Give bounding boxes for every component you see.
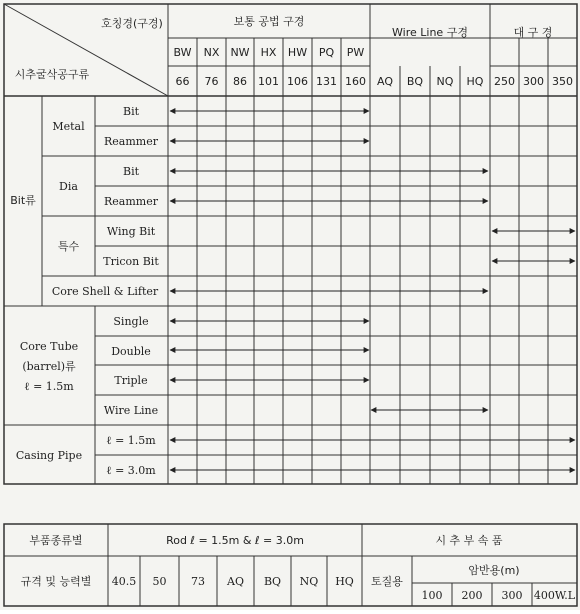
range-arrows bbox=[170, 111, 575, 470]
size-250: 250 bbox=[494, 75, 515, 88]
item-wing-bit: Wing Bit bbox=[106, 225, 156, 238]
rod-value-bq: BQ bbox=[263, 575, 282, 588]
size-aq: AQ bbox=[377, 75, 393, 88]
code-pw: PW bbox=[346, 46, 365, 59]
size-300: 300 bbox=[523, 75, 544, 88]
size-bq: BQ bbox=[406, 75, 424, 88]
item-casing-1-5m: ℓ = 1.5m bbox=[106, 434, 156, 447]
rod-header: Rod ℓ = 1.5m & ℓ = 3.0m bbox=[166, 534, 304, 547]
item-wire-line: Wire Line bbox=[103, 404, 159, 417]
code-nw: NW bbox=[230, 46, 250, 59]
code-bw: BW bbox=[173, 46, 192, 59]
accessories-header: 시 추 부 속 품 bbox=[435, 534, 503, 547]
rod-value-nq: NQ bbox=[299, 575, 319, 588]
rock-value-200: 200 bbox=[461, 589, 483, 602]
category-core-tube-line1: Core Tube bbox=[19, 340, 79, 353]
rock-value-400wl: 400W.L bbox=[533, 589, 576, 602]
size-106: 106 bbox=[287, 75, 308, 88]
subcategory-core-shell: Core Shell & Lifter bbox=[51, 285, 159, 298]
subcategory-metal: Metal bbox=[52, 120, 85, 133]
corner-top-label: 호칭경(구경) bbox=[101, 17, 163, 30]
rod-value-hq: HQ bbox=[335, 575, 354, 588]
corner-bottom-label: 시추굴삭공구류 bbox=[14, 68, 90, 81]
subcategory-dia: Dia bbox=[59, 180, 78, 193]
item-dia-reammer: Reammer bbox=[104, 195, 158, 208]
rock-value-100: 100 bbox=[421, 589, 443, 602]
rod-value-50: 50 bbox=[152, 575, 167, 588]
size-350: 350 bbox=[552, 75, 573, 88]
rock-value-300: 300 bbox=[501, 589, 523, 602]
item-single: Single bbox=[113, 315, 149, 328]
size-hq: HQ bbox=[466, 75, 484, 88]
size-101: 101 bbox=[258, 75, 279, 88]
category-core-tube-line3: ℓ = 1.5m bbox=[24, 380, 74, 393]
category-core-tube-line2: (barrel)류 bbox=[22, 360, 76, 373]
item-metal-reammer: Reammer bbox=[104, 135, 158, 148]
size-160: 160 bbox=[345, 75, 366, 88]
rod-value-aq: AQ bbox=[227, 575, 244, 588]
item-dia-bit: Bit bbox=[122, 165, 140, 178]
item-double: Double bbox=[111, 345, 151, 358]
size-66: 66 bbox=[175, 75, 190, 88]
item-casing-3-0m: ℓ = 3.0m bbox=[106, 464, 156, 477]
group-wireline-header: Wire Line 구경 bbox=[392, 26, 468, 39]
table2-col1-bottom: 규격 및 능력별 bbox=[20, 575, 92, 588]
code-pq: PQ bbox=[318, 46, 335, 59]
size-131: 131 bbox=[316, 75, 337, 88]
rock-use-label: 암반용(m) bbox=[468, 564, 520, 577]
item-metal-bit: Bit bbox=[122, 105, 140, 118]
rod-value-73: 73 bbox=[191, 575, 205, 588]
group-normal-header: 보통 공법 구경 bbox=[233, 15, 305, 28]
code-hw: HW bbox=[287, 46, 308, 59]
rod-value-40-5: 40.5 bbox=[111, 575, 137, 588]
item-tricon-bit: Tricon Bit bbox=[103, 255, 159, 268]
category-bit: Bit류 bbox=[10, 194, 36, 207]
item-triple: Triple bbox=[114, 374, 148, 387]
code-hx: HX bbox=[260, 46, 277, 59]
category-casing-pipe: Casing Pipe bbox=[15, 449, 83, 462]
size-nq: NQ bbox=[436, 75, 454, 88]
table2-col1-top: 부품종류별 bbox=[29, 534, 83, 547]
group-large-header: 대 구 경 bbox=[513, 26, 553, 39]
size-86: 86 bbox=[233, 75, 247, 88]
subcategory-special: 특수 bbox=[57, 240, 80, 253]
code-nx: NX bbox=[203, 46, 220, 59]
size-76: 76 bbox=[204, 75, 219, 88]
soil-use-label: 토질용 bbox=[371, 575, 403, 588]
